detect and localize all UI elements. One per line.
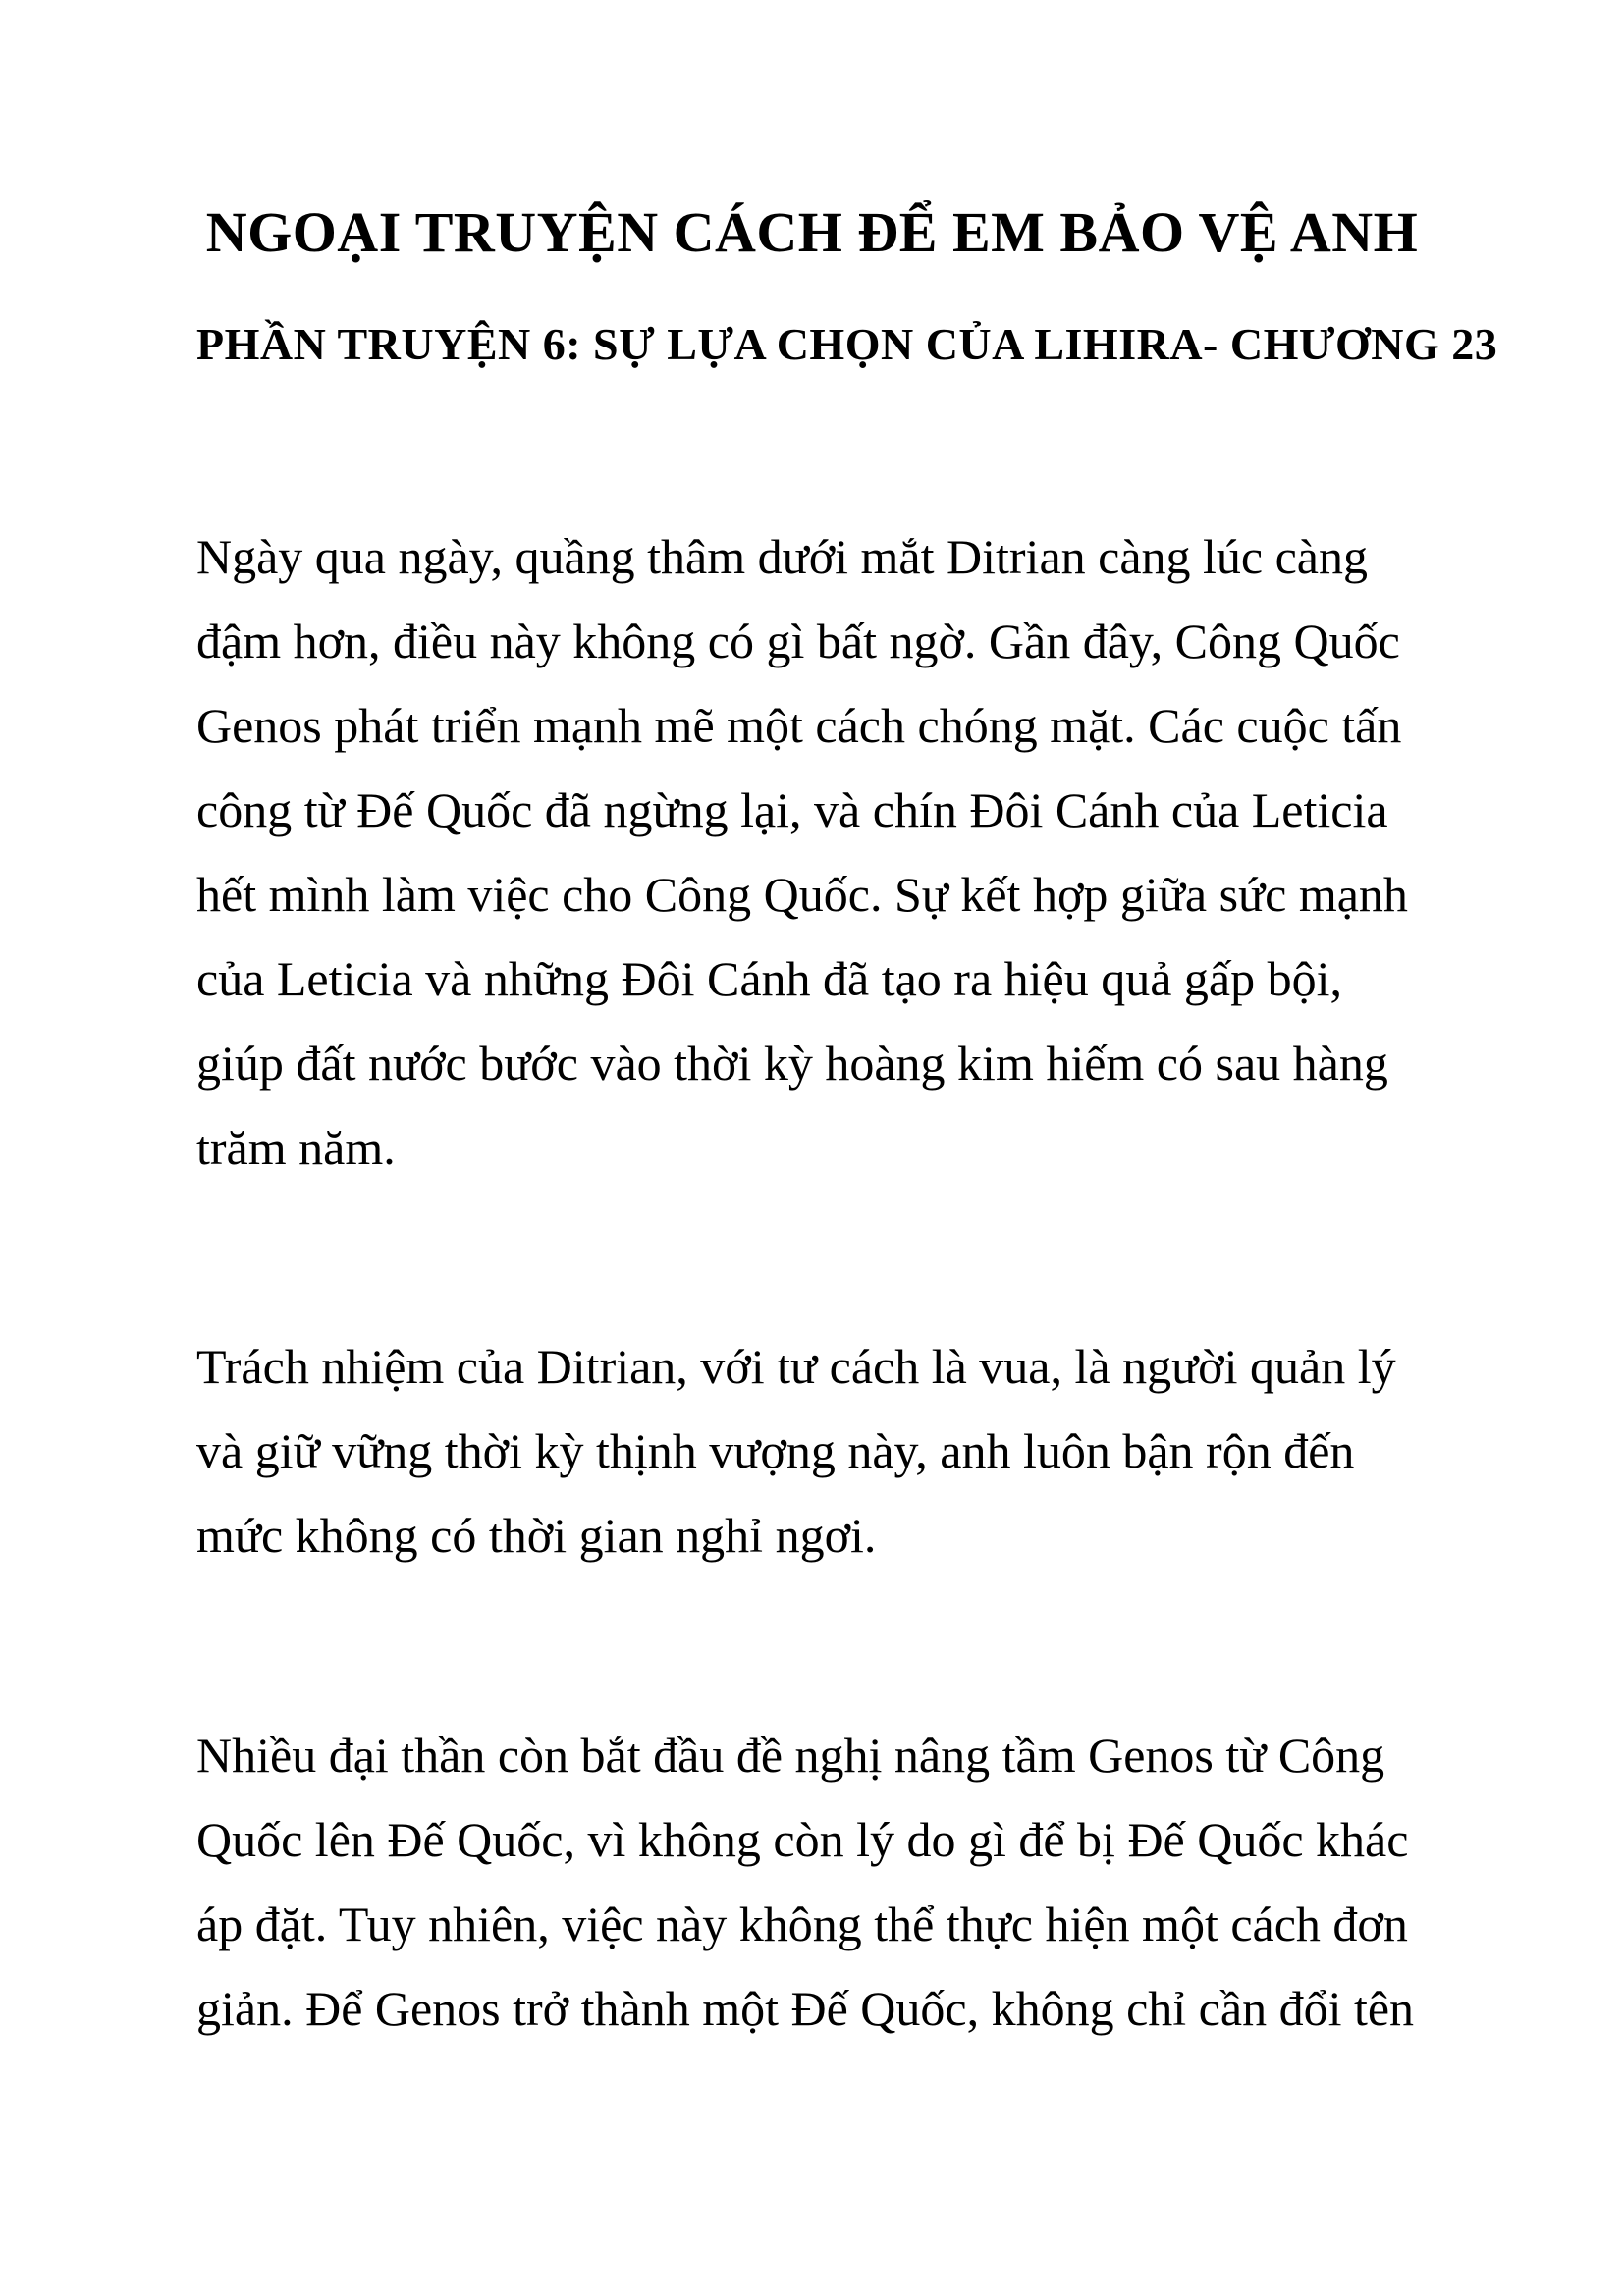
text-line: áp đặt. Tuy nhiên, việc này không thể thực hiện một cách đơn <box>196 1896 1408 1951</box>
text-line: công từ Đế Quốc đã ngừng lại, và chín Đôi Cánh của Leticia <box>196 782 1388 837</box>
document-title: NGOẠI TRUYỆN CÁCH ĐỂ EM BẢO VỆ ANH <box>205 200 1419 264</box>
text-line: mức không có thời gian nghỉ ngơi. <box>196 1508 877 1563</box>
text-line: của Leticia và những Đôi Cánh đã tạo ra hiệu quả gấp bội, <box>196 951 1342 1006</box>
text-line: và giữ vững thời kỳ thịnh vượng này, anh luôn bận rộn đến <box>196 1423 1355 1478</box>
text-line: trăm năm. <box>196 1120 396 1175</box>
text-line: giản. Để Genos trở thành một Đế Quốc, không chỉ cần đổi tên <box>196 1981 1415 2036</box>
text-line: giúp đất nước bước vào thời kỳ hoàng kim hiếm có sau hàng <box>196 1036 1388 1091</box>
text-line: Quốc lên Đế Quốc, vì không còn lý do gì để bị Đế Quốc khác <box>196 1812 1409 1867</box>
text-line: Trách nhiệm của Ditrian, với tư cách là vua, là người quản lý <box>196 1339 1396 1394</box>
text-line: đậm hơn, điều này không có gì bất ngờ. Gần đây, Công Quốc <box>196 614 1400 668</box>
text-line: Ngày qua ngày, quầng thâm dưới mắt Ditrian càng lúc càng <box>196 529 1368 584</box>
text-line: hết mình làm việc cho Công Quốc. Sự kết hợp giữa sức mạnh <box>196 867 1408 922</box>
document-subtitle: PHẦN TRUYỆN 6: SỰ LỰA CHỌN CỦA LIHIRA- CHƯƠNG 23 <box>196 319 1498 369</box>
paragraph <box>196 1324 1428 1577</box>
text-line: Genos phát triển mạnh mẽ một cách chóng mặt. Các cuộc tấn <box>196 698 1402 753</box>
paragraph <box>196 1713 1428 2051</box>
paragraph <box>196 514 1428 1190</box>
text-line: Nhiều đại thần còn bắt đầu đề nghị nâng tầm Genos từ Công <box>196 1728 1385 1783</box>
